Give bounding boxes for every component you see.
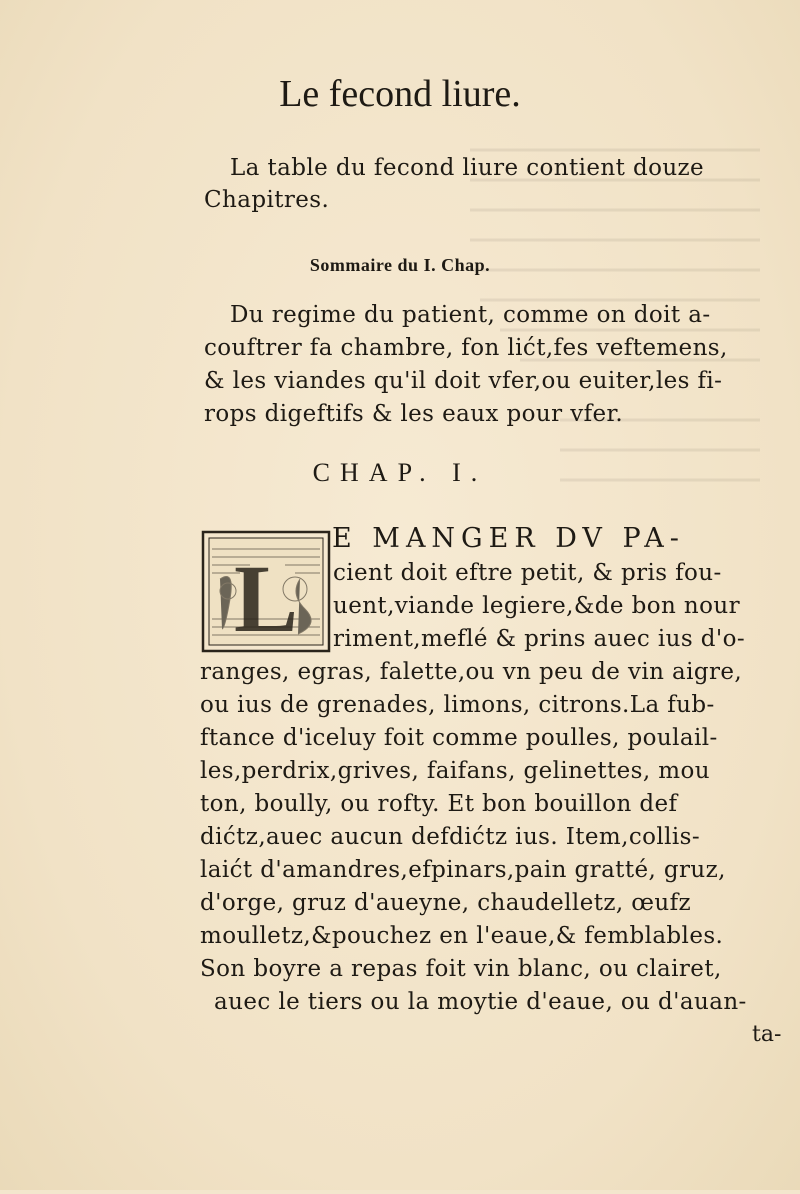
body-line-3: uent,viande legiere,&de bon nour: [333, 593, 740, 619]
body-line-8: les,perdrix,grives, faifans, gelinettes, mou: [200, 758, 710, 784]
sommaire-heading: Sommaire du I. Chap.: [309, 255, 491, 275]
intro-line-2: Chapitres.: [204, 187, 330, 213]
dropcap-ornament: [200, 529, 332, 654]
body-line-6: ou ius de grenades, limons, citrons.La fub-: [200, 692, 715, 718]
chapter-heading: CHAP. I.: [312, 458, 488, 487]
body-line-10: dićtz,auec aucun defdićtz ius. Item,collis-: [200, 824, 701, 850]
body-line-12: d'orge, gruz d'aueyne, chaudelletz, œufz: [200, 890, 692, 916]
body-line-5: ranges, egras, falette,ou vn peu de vin aigre,: [200, 659, 743, 685]
sommaire-line-1: Du regime du patient, comme on doit a-: [230, 302, 711, 328]
body-line-9: ton, boully, ou rofty. Et bon bouillon def: [200, 791, 678, 817]
body-line-11: laićt d'amandres,efpinars,pain gratté, gruz,: [200, 857, 726, 883]
running-title: Le fecond liure.: [279, 73, 521, 115]
sommaire-line-3: & les viandes qu'il doit vfer,ou euiter,les fi-: [204, 368, 723, 394]
intro-line-1: La table du fecond liure contient douze: [230, 155, 705, 181]
sommaire-line-2: couftrer fa chambre, fon lićt,fes veftemens,: [204, 335, 728, 361]
body-line-15: auec le tiers ou la moytie d'eaue, ou d'auan-: [214, 989, 747, 1015]
dropcap-woodcut-icon: [200, 529, 332, 654]
body-line-2: cient doit eftre petit, & pris fou-: [333, 560, 722, 586]
sommaire-line-4: rops digeftifs & les eaux pour vfer.: [204, 401, 624, 427]
body-line-13: moulletz,&pouchez en l'eaue,& femblables.: [200, 923, 724, 949]
dropcap-letter: L: [233, 545, 299, 652]
body-line-14: Son boyre a repas foit vin blanc, ou clairet,: [200, 956, 722, 982]
body-line-4: riment,meflé & prins auec ius d'o-: [333, 626, 746, 652]
catchword: ta-: [752, 1022, 782, 1047]
body-line-7: ftance d'iceluy foit comme poulles, poulail-: [200, 725, 718, 751]
body-line-1: E MANGER DV PA-: [332, 523, 685, 554]
